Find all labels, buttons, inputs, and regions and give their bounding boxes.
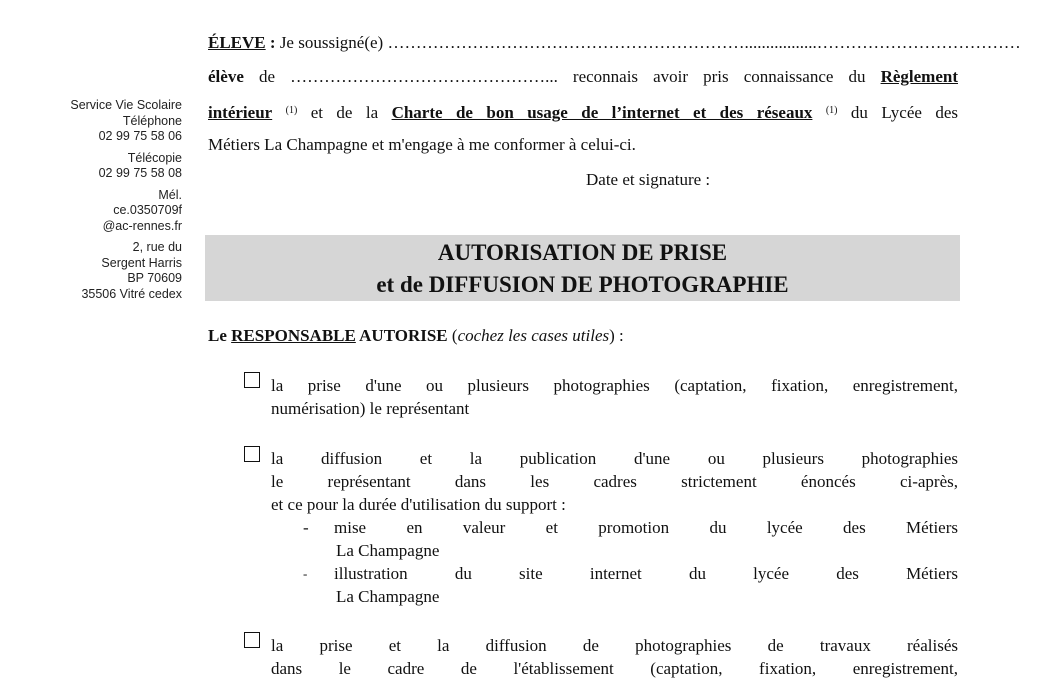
responsable-line: [208, 325, 958, 347]
fax-number: 02 99 75 58 08: [98, 166, 182, 180]
option-2-row-2: le représentant dans les cadres strictement énoncés ci-après,: [271, 472, 958, 491]
subitem-1-row-1: mise en valeur et promotion du lycée des Métiers: [334, 518, 958, 537]
subitem-2-dash: -: [303, 566, 308, 581]
responsable-word: RESPONSABLE: [231, 326, 356, 345]
lycee-text: du Lycée des: [837, 103, 959, 122]
paren-close: ) :: [609, 326, 624, 345]
checkbox-photo-diffusion[interactable]: [244, 446, 260, 462]
reglement-link[interactable]: Règlement: [880, 67, 958, 86]
declaration-line-4: Métiers La Champagne et m'engage à me conformer à celui-ci.: [208, 135, 636, 154]
banner-title-line-2: et de DIFFUSION DE PHOTOGRAPHIE: [376, 272, 789, 297]
option-photo-diffusion: [271, 447, 958, 516]
interieur-link[interactable]: intérieur: [208, 103, 273, 122]
eleve-label: ÉLEVE: [208, 33, 266, 52]
date-signature-label: Date et signature :: [586, 170, 711, 189]
student-name-blank: Je soussigné(e) ……………………………………………………….................………………………………: [275, 33, 1021, 52]
contact-sidebar: [40, 98, 182, 308]
declaration-line-2: [208, 66, 958, 88]
address-line-4: 35506 Vitré cedex: [81, 286, 182, 301]
option-1-row-2: numérisation) le représentant: [271, 399, 470, 418]
subitem-2-row-1: illustration du site internet du lycée des Métiers: [334, 564, 958, 583]
option-2-row-3: et ce pour la durée d'utilisation du support :: [271, 495, 566, 514]
authorization-banner: [205, 235, 960, 301]
option-photo-capture: [271, 374, 958, 420]
paren-open: (: [447, 326, 458, 345]
email-line-1: ce.0350709f: [113, 203, 182, 217]
option-3-row-1: la prise et la diffusion de photographies de travaux réalisés: [271, 636, 958, 655]
class-blank-text: de ………………………………………... reconnais avoir pris connaissance du: [243, 67, 881, 86]
address-line-2: Sergent Harris: [101, 255, 182, 270]
subitem-1-row-2: La Champagne: [336, 541, 440, 560]
banner-title-line-1: AUTORISATION DE PRISE: [437, 240, 728, 265]
instruction-italic: cochez les cases utiles: [457, 326, 610, 345]
option-works-photos: [271, 634, 958, 680]
option-2-row-1: la diffusion et la publication d'une ou plusieurs photographies: [271, 449, 958, 468]
fax-label: Télécopie: [127, 150, 182, 165]
and-text: et de la: [297, 103, 392, 122]
autorise-word: AUTORISE: [355, 326, 448, 345]
telephone-label: Téléphone: [122, 113, 182, 128]
checkbox-photo-capture[interactable]: [244, 372, 260, 388]
checkbox-works-photos[interactable]: [244, 632, 260, 648]
eleve-colon: :: [265, 33, 276, 52]
address-line-1: 2, rue du: [132, 240, 182, 254]
telephone-number: 02 99 75 58 06: [98, 129, 182, 143]
option-3-row-2: dans le cadre de l'établissement (captation, fixation, enregistrement,: [271, 659, 958, 678]
option-1-row-1: la prise d'une ou plusieurs photographies (captation, fixation, enregistrement,: [271, 376, 958, 395]
email-label: Mél.: [158, 187, 182, 202]
declaration-line-1: [208, 32, 1021, 54]
declaration-line-3: [208, 100, 958, 124]
address-line-3: BP 70609: [127, 271, 182, 285]
footnote-ref-1: (1): [285, 105, 298, 116]
service-name: Service Vie Scolaire: [70, 98, 182, 112]
le-word: Le: [208, 326, 232, 345]
subitem-1-dash: -: [303, 518, 309, 537]
footnote-ref-2: (1): [825, 105, 838, 116]
eleve-word: élève: [208, 67, 244, 86]
subitem-2-row-2: La Champagne: [336, 587, 440, 606]
email-line-2: @ac-rennes.fr: [102, 218, 182, 233]
charte-link[interactable]: Charte de bon usage de l’internet et des réseaux: [391, 103, 813, 122]
